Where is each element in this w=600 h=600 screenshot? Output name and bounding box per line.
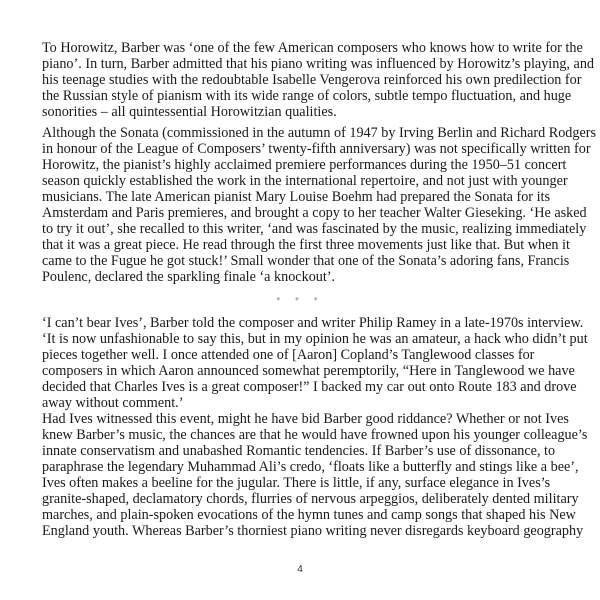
text-line: Ives often makes a beeline for the jugular. There is little, if any, surface elegance in Ives’s xyxy=(42,475,551,491)
text-line: Although the Sonata (commissioned in the autumn of 1947 by Irving Berlin and Richard Rodgers xyxy=(42,125,597,141)
text-line: that it was a great piece. He read through the first three movements just like that. But when it xyxy=(42,237,570,253)
text-line: innate conservatism and unabashed Romantic tendencies. If Barber’s use of dissonance, to xyxy=(42,443,556,459)
text-line: paraphrase the legendary Muhammad Ali’s credo, ‘floats like a butterfly and stings like a bee’, xyxy=(42,459,579,475)
text-line: To Horowitz, Barber was ‘one of the few American composers who knows how to write for the xyxy=(42,40,583,56)
text-line: Horowitz, the pianist’s highly acclaimed premiere performances during the 1950–51 concert xyxy=(42,157,567,173)
text-line: musicians. The late American pianist Mary Louise Boehm had prepared the Sonata for its xyxy=(42,189,550,205)
text-line: ‘I can’t bear Ives’, Barber told the composer and writer Philip Ramey in a late-1970s interview. xyxy=(42,315,584,331)
text-line: season quickly established the work in the international repertoire, and not just with younger xyxy=(42,173,568,189)
text-line: the Russian style of pianism with its wide range of colors, subtle tempo fluctuation, and huge xyxy=(42,88,572,104)
text-line: in honour of the League of Composers’ twenty-fifth anniversary) was not specifically written for xyxy=(42,141,591,157)
text-line: ‘It is now unfashionable to say this, but in my opinion he was an amateur, a hack who didn’t put xyxy=(42,331,588,347)
text-line: Poulenc, declared the sparkling finale ‘a knockout’. xyxy=(42,269,336,285)
text-line: composers in which Aaron announced somewhat peremptorily, “Here in Tanglewood we have xyxy=(42,363,575,379)
text-line: came to the Fugue he got stuck!’ Small wonder that one of the Sonata’s adoring fans, Francis xyxy=(42,253,570,269)
text-line: Had Ives witnessed this event, might he have bid Barber good riddance? Whether or not Ives xyxy=(42,411,569,427)
text-line: knew Barber’s music, the chances are that he would have frowned upon his younger colleague’s xyxy=(42,427,588,443)
text-line: marches, and plain-spoken evocations of the hymn tunes and camp songs that shaped his New xyxy=(42,507,576,523)
paragraph-ives-comparison xyxy=(42,411,587,539)
paragraph-ives-quote xyxy=(42,315,588,411)
text-line: to try it out’, she recalled to this writer, ‘and was fascinated by the music, realizing immediately xyxy=(42,221,587,237)
paragraph-horowitz-barber xyxy=(42,40,594,120)
text-line: Amsterdam and Paris premieres, and brought a copy to her teacher Walter Gieseking. ‘He asked xyxy=(42,205,587,221)
text-line: piano’. In turn, Barber admitted that his piano writing was influenced by Horowitz’s playing, and xyxy=(42,56,595,72)
text-line: England youth. Whereas Barber’s thorniest piano writing never disregards keyboard geography xyxy=(42,523,584,539)
text-line: decided that Charles Ives is a great composer!” I backed my car out onto Route 183 and drove xyxy=(42,379,577,395)
text-line: away without comment.’ xyxy=(42,395,184,411)
paragraph-sonata-commission xyxy=(42,125,596,285)
page-number: 4 xyxy=(297,564,303,575)
text-line: sonorities – all quintessential Horowitzian qualities. xyxy=(42,104,337,120)
text-line: his teenage studies with the redoubtable Isabelle Vengerova reinforced his own predilection for xyxy=(42,72,582,88)
text-line: granite-shaped, declamatory chords, flurries of nervous arpeggios, deliberately dented military xyxy=(42,491,579,507)
section-separator: * * * xyxy=(276,296,324,307)
text-line: pieces together well. I once attended one of [Aaron] Copland’s Tanglewood classes for xyxy=(42,347,535,363)
